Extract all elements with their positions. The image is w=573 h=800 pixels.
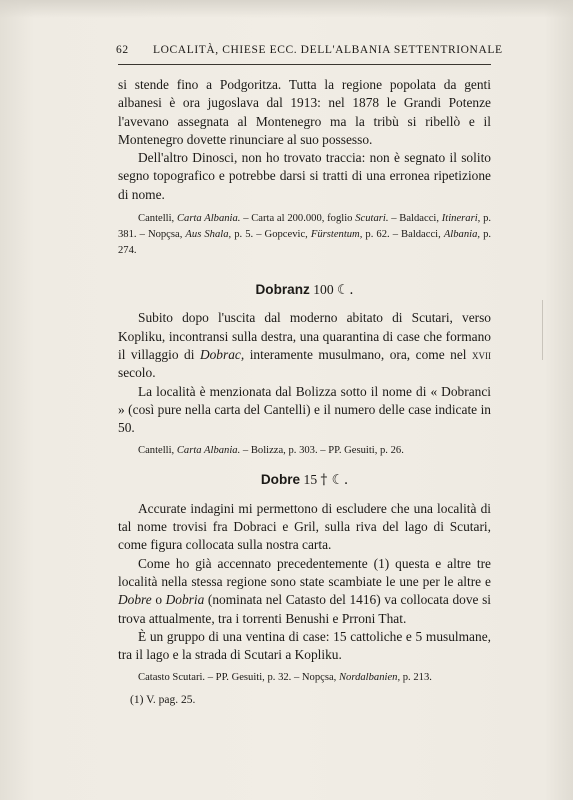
body-text: (nominata nel Catasto del 1416) va collocata dove si trova attualmente, tra i torrenti Benushi e Prroni That.	[118, 592, 492, 626]
footnote: (1) V. pag. 25.	[130, 694, 196, 706]
entry-heading-dobranz	[118, 281, 491, 299]
ref-title: Itinerari,	[441, 213, 481, 225]
dobranz-references	[118, 443, 491, 459]
header-rule	[118, 64, 491, 65]
entry-heading-dobre	[118, 471, 491, 489]
crescent-icon: ☾.	[337, 282, 354, 299]
italic-name: Dobria	[165, 592, 205, 608]
page-edge-shadow	[0, 0, 573, 18]
dobre-paragraph-1: Accurate indagini mi permettono di escludere che una località di tal nome trovisi fra Dobraci e Gril, sulla riva del lago di Scutari, come figura collocata sulla nostra carta.	[118, 500, 491, 553]
ref-text: p. 213.	[400, 672, 432, 684]
ref-title: Carta Albania.	[176, 445, 241, 457]
running-title: LOCALITÀ, CHIESE ECC. DELL'ALBANIA SETTENTRIONALE	[153, 44, 503, 56]
dobranz-paragraph-1	[118, 309, 491, 382]
ref-text: – Baldacci,	[388, 213, 442, 225]
body-text: secolo.	[118, 365, 156, 381]
scan-mark	[542, 300, 543, 360]
ref-text: Catasto Scutari. – PP. Gesuiti, p. 32. – Nopçsa,	[138, 672, 339, 684]
dobre-references	[118, 670, 491, 686]
ref-text: – Bolizza, p. 303. – PP. Gesuiti, p. 26.	[240, 445, 404, 457]
page-body	[118, 76, 491, 686]
body-text: Subito dopo l'uscita dal moderno abitato di Scutari, verso Kopliku, incontransi sulla destra, una quarantina di case che formano il villaggio di	[118, 310, 491, 362]
intro-paragraph-1: si stende fino a Podgoritza. Tutta la regione popolata da genti albanesi è ora jugoslava dal 1913: nel 1878 le Grandi Potenze l'avevano assegnata al Montenegro ma la tribù si ribellò e il Montenegro dovette rinunciare al suo possesso.	[118, 77, 491, 147]
body-text: interamente musulmano, ora, come nel	[244, 346, 472, 362]
ref-text: p. 381. – Nopçsa,	[118, 213, 492, 241]
ref-title: Fürstentum,	[310, 229, 363, 241]
italic-name: Dobre	[118, 592, 152, 608]
ref-title: Nordalbanien,	[338, 672, 401, 684]
ref-title: Carta Albania.	[176, 213, 241, 225]
entry-name: Dobranz	[255, 282, 310, 298]
entry-name: Dobre	[260, 472, 301, 488]
house-count: 15	[300, 472, 321, 488]
intro-references	[118, 211, 491, 259]
ref-title: Scutari.	[355, 213, 389, 225]
ref-text: – Carta al 200.000, foglio	[240, 213, 356, 225]
ref-text: p. 274.	[118, 229, 492, 257]
dobre-paragraph-3: È un gruppo di una ventina di case: 15 cattoliche e 5 musulmane, tra il lago e la strada di Scutari a Kopliku.	[118, 628, 491, 663]
dobranz-paragraph-2: La località è menzionata dal Bolizza sotto il nome di « Dobranci » (così pure nella carta del Cantelli) e il numero delle case indicate in 50.	[118, 383, 491, 436]
body-text: o	[151, 592, 166, 608]
body-text: Come ho già accennato precedentemente (1) questa e altre tre località nella stessa regione sono state scambiate le une per le altre e	[118, 555, 491, 589]
intro-paragraph-2: Dell'altro Dinosci, non ho trovato traccia: non è segnato il solito segno topografico e potrebbe darsi si tratti di una erronea ripetizione di nome.	[118, 150, 491, 202]
ref-title: Aus Shala,	[185, 229, 232, 241]
house-count: 100	[309, 282, 338, 298]
ref-title: Albania,	[443, 229, 481, 241]
century-numeral: xvii	[471, 346, 491, 362]
dobre-paragraph-2	[118, 555, 491, 628]
ref-text: p. 5. – Gopcevic,	[231, 229, 311, 241]
page-header	[118, 44, 533, 56]
ref-text: Cantelli,	[138, 445, 177, 457]
italic-name: Dobrac,	[199, 346, 245, 362]
ref-text: p. 62. – Baldacci,	[362, 229, 444, 241]
cross-crescent-icon: † ☾.	[320, 472, 349, 489]
ref-text: Cantelli,	[138, 213, 177, 225]
page-number: 62	[116, 44, 129, 56]
